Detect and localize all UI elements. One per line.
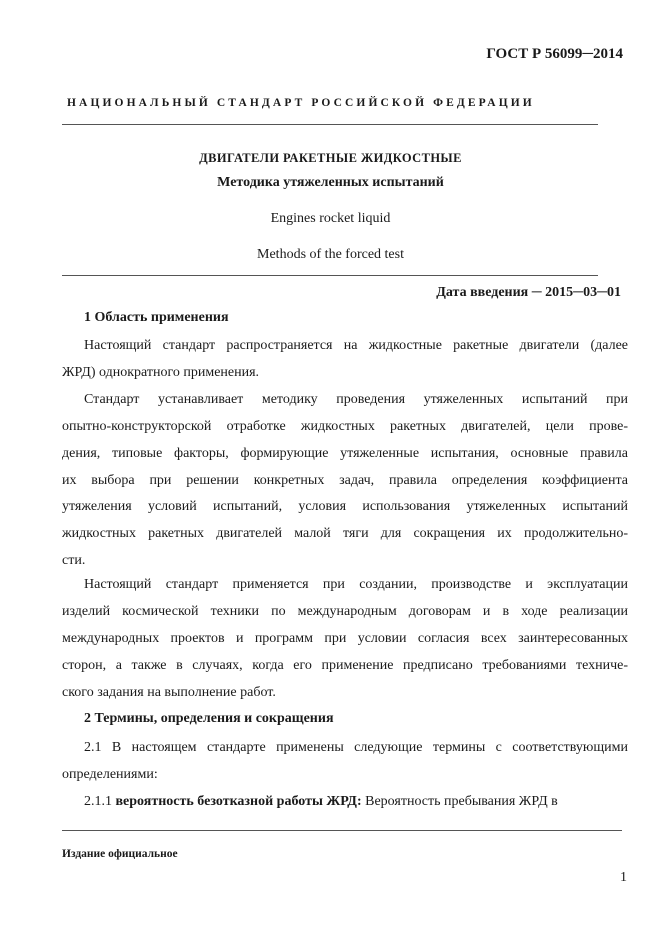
- introduction-date: Дата введения ─ 2015─03─01: [436, 285, 621, 300]
- document-number: ГОСТ Р 56099─2014: [486, 46, 623, 62]
- footer-divider: [62, 830, 622, 831]
- title-en-line2: Methods of the forced test: [257, 247, 404, 262]
- title-ru-line2: Методика утяжеленных испытаний: [217, 175, 444, 190]
- page-number: 1: [620, 870, 627, 885]
- paragraph-line: изделий космической техники по международным договорам и в ходе реализации: [62, 604, 628, 619]
- title-ru-line1: ДВИГАТЕЛИ РАКЕТНЫЕ ЖИДКОСТНЫЕ: [199, 151, 462, 165]
- title-en-line1: Engines rocket liquid: [270, 211, 391, 226]
- paragraph-line: Настоящий стандарт применяется при создании, производстве и эксплуатации: [84, 577, 628, 592]
- paragraph-line: 2.1 В настоящем стандарте применены следующие термины с соответствующими: [84, 740, 628, 755]
- term-text: Вероятность пребывания ЖРД в: [365, 794, 558, 809]
- paragraph-line: ЖРД) однократного применения.: [62, 365, 260, 380]
- term-definition-line: [84, 793, 628, 811]
- paragraph-line: сторон, а также в случаях, когда его применение предписано требованиями техниче-: [62, 658, 628, 673]
- section-2-heading: 2 Термины, определения и сокращения: [84, 711, 334, 726]
- term-number: 2.1.1: [84, 794, 112, 809]
- paragraph-line: их выбора при решении конкретных задач, правила определения коэффициента: [62, 473, 628, 488]
- paragraph-line: утяжеления условий испытаний, условия использования утяжеленных испытаний: [62, 499, 628, 514]
- paragraph-line: сти.: [62, 553, 86, 568]
- paragraph-line: опытно-конструкторской отработке жидкостных ракетных двигателей, цели прове-: [62, 419, 628, 434]
- paragraph-line: международных проектов и программ при условии согласия всех заинтересованных: [62, 631, 628, 646]
- paragraph-line: Настоящий стандарт распространяется на жидкостные ракетные двигатели (далее: [84, 338, 628, 353]
- paragraph-line: ского задания на выполнение работ.: [62, 685, 276, 700]
- paragraph-line: жидкостных ракетных двигателей малой тяги для сокращения их продолжительно-: [62, 526, 628, 541]
- official-edition-label: Издание официальное: [62, 848, 178, 860]
- header-divider: [62, 124, 598, 125]
- title-divider: [62, 275, 598, 276]
- paragraph-line: Стандарт устанавливает методику проведения утяжеленных испытаний при: [84, 392, 628, 407]
- national-standard-heading: НАЦИОНАЛЬНЫЙ СТАНДАРТ РОССИЙСКОЙ ФЕДЕРАЦИИ: [67, 97, 535, 109]
- section-1-heading: 1 Область применения: [84, 310, 229, 325]
- term-name: вероятность безотказной работы ЖРД:: [115, 794, 362, 809]
- paragraph-line: дения, типовые факторы, формирующие утяжеленные испытания, основные правила: [62, 446, 628, 461]
- paragraph-line: определениями:: [62, 767, 158, 782]
